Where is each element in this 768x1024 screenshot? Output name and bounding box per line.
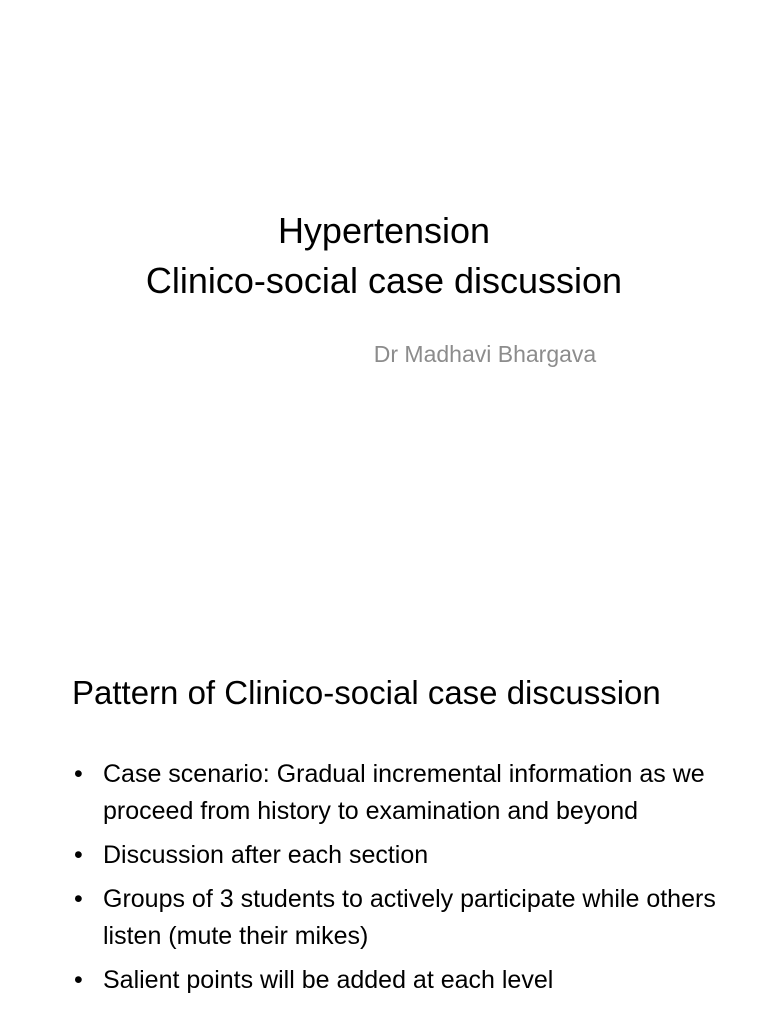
bullet-icon: • xyxy=(74,841,83,869)
bullet-icon: • xyxy=(74,885,83,913)
content-slide xyxy=(0,576,768,1024)
bullet-icon: • xyxy=(74,966,83,994)
title-line-1: Hypertension xyxy=(277,210,491,251)
bullet-item xyxy=(72,962,732,999)
bullet-item xyxy=(72,881,732,955)
slide-subtitle: Dr Madhavi Bhargava xyxy=(373,341,597,367)
bullet-text: Salient points will be added at each level xyxy=(103,966,554,994)
title-line-2: Clinico-social case discussion xyxy=(145,260,623,301)
bullet-text: Case scenario: Gradual incremental information as we proceed from history to examination and beyond xyxy=(103,760,705,825)
slide-title xyxy=(0,206,768,306)
bullet-icon: • xyxy=(74,760,83,788)
bullet-item xyxy=(72,837,732,874)
bullet-item xyxy=(72,756,732,830)
bullet-text: Discussion after each section xyxy=(103,841,429,869)
content-slide-title: Pattern of Clinico-social case discussion xyxy=(72,674,661,711)
bullet-text: Groups of 3 students to actively participate while others listen (mute their mikes) xyxy=(103,885,716,950)
bullet-list xyxy=(72,756,732,1006)
